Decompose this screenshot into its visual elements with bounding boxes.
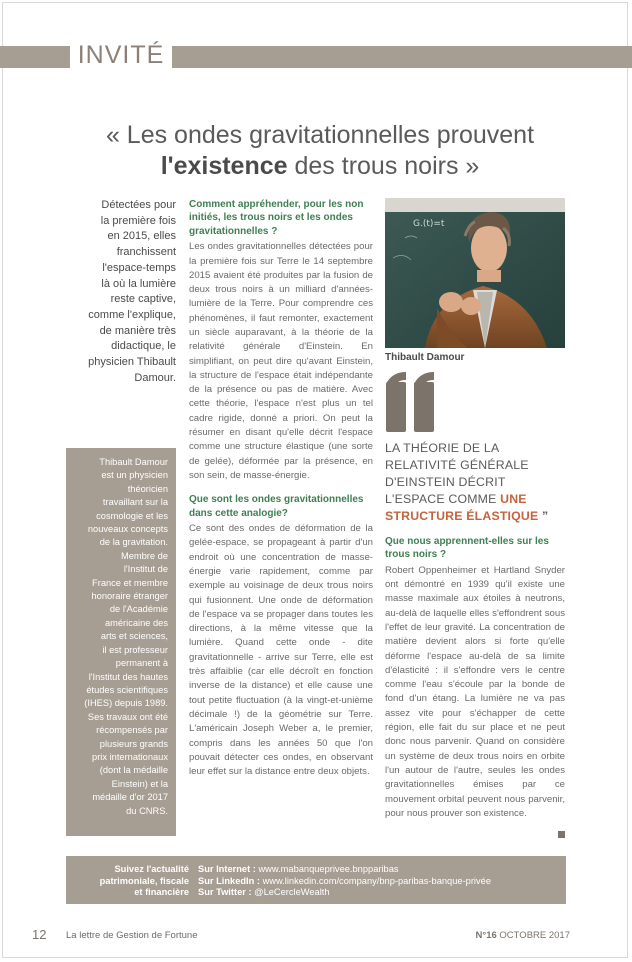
bio-line: l'Institut de (123, 564, 168, 575)
bio-line: France et membre (92, 577, 168, 588)
title-bold-word: l'existence (160, 152, 288, 180)
issue-number: N°16 (475, 930, 497, 941)
bio-line: nouveaux concepts (87, 524, 168, 535)
bio-line: récompensés par (96, 725, 168, 736)
bio-line: américaine des (104, 617, 168, 628)
rubric-label: INVITÉ (77, 41, 165, 69)
twitter-link[interactable]: @LeCercleWealth (254, 887, 330, 898)
chapo-line: reste captive, (110, 293, 176, 306)
bio-box (66, 448, 176, 836)
bio-line: Membre de (120, 550, 168, 561)
bio-line: études scientifiques (86, 684, 168, 695)
chapo-line: franchissent (116, 246, 176, 259)
bio-line: théoricien (127, 483, 168, 494)
bio-line: plusieurs grands (99, 738, 168, 749)
bio-line: Einstein) et la (111, 778, 168, 789)
bio-line: de l'Académie (109, 604, 168, 615)
bio-text (66, 456, 168, 818)
section-header (0, 41, 632, 69)
follow-links (198, 864, 558, 899)
bio-line: du CNRS. (126, 805, 168, 816)
answer-1: Les ondes gravitationnelles détectées pour la première fois sur Terre le 14 septembre 2015 avaient été produites par la fusion de deux trous noirs à un milliard d'années-lumière de la Terre. Pour comprendre ces phénomènes, il faut remonter, exactement un siècle auparavant, à la théorie de la relativité générale d'Einstein. En simplifiant, on peut dire qu'avant Einstein, la structure de l'espace était indépendante de la présence ou pas de matière. Avec cette théorie, l'espace n'est plus un tel cadre rigide, donné a priori. On peut la résumer en disant qu'elle décrit l'espace comme une structure élastique (une sorte de gelée), déformée par la présence, en son sein, de masse-énergie. (189, 241, 373, 481)
bio-line: prix internationaux (92, 751, 168, 762)
pull-quote-close: ” (538, 509, 549, 523)
question-1: Comment appréhender, pour les non initiés, les trous noirs et les ondes gravitationnelles ? (189, 199, 364, 237)
linkedin-link[interactable]: www.linkedin.com/company/bnp-paribas-banque-privée (262, 875, 491, 886)
chapo-line: la première fois (100, 214, 176, 227)
pull-quote-text: LA THÉORIE DE LA RELATIVITÉ GÉNÉRALE D'EINSTEIN DÉCRIT L'ESPACE COMME (385, 441, 529, 506)
chapo-line: de manière très (99, 324, 176, 337)
end-of-article-mark (558, 831, 565, 838)
title-line-2: des trous noirs » (287, 152, 480, 180)
bio-line: honoraire étranger (91, 591, 168, 602)
issue-info (476, 930, 570, 941)
article-column-1 (189, 198, 373, 789)
bio-line: médaille d'or 2017 (92, 792, 168, 803)
chapo-line: l'espace-temps (102, 261, 176, 274)
photo-caption: Thibault Damour (385, 352, 465, 363)
internet-label: Sur Internet : (198, 864, 256, 874)
bio-line: travaillant sur la (102, 497, 168, 508)
chapo-line: comme l'explique, (88, 308, 176, 321)
pull-quote (385, 440, 565, 525)
title-line-1: « Les ondes gravitationnelles prouvent (105, 121, 535, 149)
bio-line: Ses travaux ont été (87, 711, 168, 722)
question-3: Que nous apprennent-elles sur les trous noirs ? (385, 536, 549, 561)
chapo-line: physicien Thibault (88, 356, 176, 369)
header-bar-left (0, 46, 70, 68)
chapo-line: didactique, le (111, 340, 176, 353)
follow-us-label (66, 864, 189, 899)
chapo-line: en 2015, elles (107, 230, 176, 243)
issue-date: OCTOBRE 2017 (499, 930, 570, 941)
article-column-2 (385, 535, 565, 831)
page-number: 12 (32, 927, 47, 942)
quote-mark-icon (384, 372, 444, 434)
chapo-line: Damour. (134, 371, 176, 384)
publication-name: La lettre de Gestion de Fortune (66, 930, 198, 941)
bio-line: Thibault Damour (99, 457, 168, 467)
internet-link[interactable]: www.mabanqueprivee.bnpparibas (258, 864, 399, 874)
follow-line: et financière (134, 887, 189, 898)
bio-line: permanent à (115, 658, 168, 669)
question-2: Que sont les ondes gravitationnelles dans cette analogie? (189, 494, 364, 519)
follow-us-box (66, 856, 566, 904)
bio-line: (IHES) depuis 1989. (84, 698, 168, 709)
header-bar-right (172, 46, 632, 68)
pull-quote-highlight: UNE STRUCTURE ÉLASTIQUE (385, 492, 539, 523)
linkedin-label: Sur LinkedIn : (198, 875, 260, 886)
article-title (40, 120, 600, 182)
answer-2: Ce sont des ondes de déformation de la gelée-espace, se propageant à partir d'un endroit où une concentration de masse-énergie varie rapidement, comme par exemple au voisinage de deux trous noirs qui fusionnent. Une onde de déformation de l'espace va se propager dans toutes les directions, à la même vitesse que la lumière. Quand cette onde - dite gravitationnelle - arrive sur Terre, elle est très affaiblie (car elle décroît en fonction inverse de la distance) et elle cause une tout petite fluctuation (à la vingt-et-unième décimale !) de la géométrie sur Terre. L'américain Joseph Weber a, le premier, compris dans les années 50 que l'on pouvait détecter ces ondes, en observant leur effet sur la distance entre deux objets. (189, 523, 373, 778)
follow-line: Suivez l'actualité (114, 864, 189, 874)
chapo-line: Détectées pour (101, 199, 176, 211)
bio-line: est un physicien (101, 470, 168, 481)
bio-line: de la gravitation. (99, 537, 168, 548)
follow-line: patrimoniale, fiscale (99, 875, 189, 886)
bio-line: cosmologie et les (96, 510, 168, 521)
blackboard-text: G.(t)=t (413, 219, 445, 229)
chapo (72, 198, 176, 386)
bio-line: l'Institut des hautes (88, 671, 168, 682)
twitter-label: Sur Twitter : (198, 887, 252, 898)
bio-line: il est professeur (102, 644, 168, 655)
portrait-photo (385, 198, 565, 348)
chapo-line: là où la lumière (101, 277, 176, 290)
bio-line: arts et sciences, (100, 631, 168, 642)
bio-line: (dont la médaille (99, 765, 168, 776)
answer-3: Robert Oppenheimer et Hartland Snyder ont démontré en 1939 qu'il existe une masse maximale aux étoiles à neutrons, au-delà de laquelle elles s'effondrent sous l'effet de leur gravité. La concentration de matière devient alors si forte qu'elle déforme l'espace au-delà de sa limite d'élasticité : il s'effondre vers le centre comme l'eau s'écoule par la bonde de fond d'un étang. La lumière ne va pas assez vite pour s'échapper de cette région, elle fait du sur place et ne peut donc nous parvenir. Quand on considère un système de deux trous noirs en orbite l'un autour de l'autre, seules les ondes gravitationnelles émises par ce mouvement orbital peuvent nous parvenir, pour nous prouver son existence. (385, 564, 565, 819)
